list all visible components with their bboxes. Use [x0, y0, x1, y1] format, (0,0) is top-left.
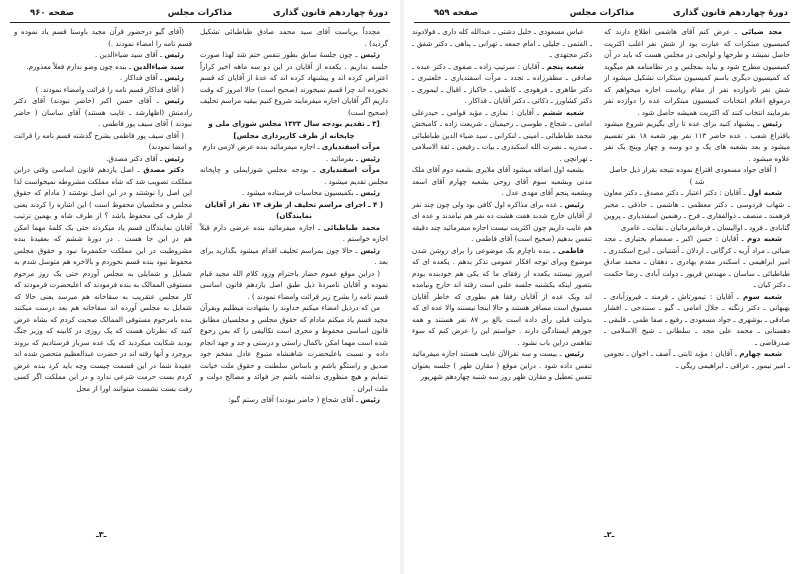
speech-paragraph: [604, 187, 790, 233]
speech-paragraph: [200, 222, 388, 245]
paragraph-text: ـ آقایان : دکتر اعتبار ـ دکتر مصدق ـ دکتر معاون ـ شهاب فردوسی ـ دکتر معظمی ـ هاشمی ـ حاذقی ـ مخبر فرهمند ـ منصف ـ ذوالفقاری ـ فرخ ـ رهنمین اسفندیاری ـ پروین گنابادی ـ فرود ـ اوالیسان ـ فرمانفرمائیان ـ نقابت ـ عامری: [604, 188, 790, 232]
speech-paragraph: [200, 164, 388, 187]
speaker-name: رئیس: [164, 96, 184, 105]
speech-paragraph: [14, 153, 192, 165]
paragraph-text: ـ آقایان : حسن اکبر ـ صمصام بختیاری ـ مجد ضیائی ـ مراد آریه ـ کرگانی ـ اردلان ـ آشتیانی ـ ایرج اسکندری ـ امیر ابراهیمی ـ اسکندر مقدم بهادری ـ دهقان ـ محمد صادق طباطبائی ـ ساسان ـ مهندس فریور ـ دولت آبادی ـ رضا حکمت ـ دکتر کیان ـ: [604, 234, 790, 289]
speech-paragraph: [200, 153, 388, 165]
paragraph-text: ـ عرض کنم آقای هاشمی اطلاع دارند که کمیسیون مبتکرات که عبارت بود از شش نفر اغلب اکثریت حاصل نمیشد و طرحها و لوایحی در مجلس هست که باید در آن کمیسیون مطرح شود و بیاید بمجلس و در نظامنامه هم میگوید که کمیسیون دیگری باسم کمیسیون مبتکرات تشکیل میشود از شش نفر تادوازده نفر از مقام ریاست اجازه میخواهم که درموقع اعلام انتخابات کمیسیون مبتکرات عده را دوازده نفر بفرمایند انتخاب کنند که اکثریت همیشه حاصل شود .: [604, 27, 790, 117]
paragraph: [200, 302, 388, 394]
publication-title: مذاکرات مجلس: [569, 8, 635, 18]
paragraph-text: (آقای گیو درحضور قرآن مجید باوسنا قسم یاد نموده و قسم نامه را امضاء نمودند .): [14, 27, 192, 48]
paragraph-text: ـ بنده ناچارم یک موضوعی را برای روشن شدن موضوع وبرای توجه افکار عمومی تذکر بدهم . یکعده ای که امروز نیستند یکعده از رفقای ما که یکی هم خودبنده بودم بتصور اینکه یکشنبه جلسه علنی است رفته اند خارج ونیامده اند ویک عده از آقایان رفقا هم بطوری که خاطر آقایان مسبوق است مسافر هستند و حالا اینجا نیستند والا عده ای که بدولت قبلی رأی داده است بالغ بر ۸۷ نفر هستند و همه جورهم ایستادگی دارند . خواستم این را عرض کنم که سوء تفاهمی دراین باب نشود .: [412, 245, 592, 347]
speaker-name: رئیس: [164, 50, 184, 59]
speech-paragraph: [412, 245, 592, 349]
paragraph-text: ـ پیشنهاد کنید برای عده تا رأی بگیریم شروع میشود باقتراع شعب . عده حاضر ۱۱۳ نفر بهر شعبه ۱۸ نفر تقسیم میشود و بعد بشعبه های یک و دو وسه و چهار وپنج یک نفر علاوه میشود .: [604, 119, 790, 163]
speaker-name: رئیس: [360, 245, 380, 255]
section-heading: [۳ ـ تقدیم بودجه سال ۱۳۲۳ مجلس شورای ملی و چاپخانه از طرف کارپردازی مجلس]: [208, 119, 380, 140]
paragraph-text: مجدداً بریاست آقای سید محمد صادق طباطبائی تشکیل گردید) .: [200, 27, 388, 48]
speaker-name: رئیس: [164, 73, 184, 82]
speech-paragraph: [412, 348, 592, 383]
speech-paragraph: [14, 95, 192, 130]
paragraph: [14, 84, 192, 96]
paragraph-text: ـ بودجه مجلس شورایملی و چاپخانه مجلس تقدیم میشود .: [200, 165, 388, 186]
paragraph-text: ـ بیست و سه نفرالآن غایب هستند اجازه میفرمائید تنفس داده شود . دراین موقع ( مقارن ظهر ) جلسه بعنوان تنفس تعطیل و مقارن ظهر روز سه شنبه چهاردهم شهریور: [412, 349, 592, 381]
paragraph-text: ـ حالا چون بمراسم تحلیف اقدام میشود بگذارید برای بعد .: [200, 245, 388, 266]
speaker-name: رئیس: [360, 153, 380, 163]
speaker-name: رئیس: [564, 199, 584, 209]
paragraph-text: ـ عده برای مذاکره اول کافی بود ولی چون چند نفر از آقایان خارج شدند هفت هشت ده نفر هم نیامدند و عده ای هم غایب داریم چون اکثریت نیست اجازه میفرمائید چند دقیقه تنفس بدهیم (صحیح است) آقای فاطمی .: [412, 199, 592, 243]
paragraph: [14, 26, 192, 49]
speech-paragraph: [604, 291, 790, 349]
speaker-name: شعبه ششم: [542, 107, 585, 117]
legislative-period: دورهٔ چهاردهم قانون گذاری: [672, 8, 788, 18]
speech-paragraph: [604, 118, 790, 164]
speaker-name: فاطمی: [558, 245, 584, 255]
speaker-name: شعبه اول: [748, 188, 782, 197]
paragraph-text: ـ اجازه میفرمائید بنده عرض لازمی دارم: [202, 142, 322, 151]
speech-paragraph: [604, 348, 790, 371]
legislative-period: دورهٔ چهاردهم قانون گذاری: [272, 8, 388, 18]
speaker-name: مرآت اسفندیاری: [321, 142, 380, 151]
speech-paragraph: [200, 394, 388, 406]
speaker-name: رئیس: [360, 395, 380, 404]
paragraph-text: بشعبه اول اضافه میشود آقای ملایری بشعبه دوم آقای ملک مدنی وبشعبه سوم آقای روحی بشعبه چهارم آقای اسعد وبشعبه پنجم آقای مهدی عدل .: [412, 165, 592, 197]
paragraph-text: ( آقای فداکار قسم نامه را قرائت وامضاء نمودند. ): [35, 84, 184, 94]
paragraph-text: ( دراین موقع عموم حضار باحترام ورود کلام الله مجید قیام نموده و آقایان نامبردهٔ ذیل طبق اصل یازدهم قانون اساسی قسم نامه را بشرح زیر قرائت وامضاء نمودند ) .: [200, 268, 388, 301]
speech-paragraph: [14, 164, 192, 394]
page-header: [414, 6, 790, 23]
publication-title: مذاکرات مجلس: [167, 8, 233, 18]
paragraph: [604, 164, 790, 187]
paragraph-text: ـ آقایان : سرتیپ زاده ـ صفوی ـ دکتر عبده ـ صادقی ـ مظفرزاده ـ تجدد ـ مرآت اسفندیاری ـ خلعتبری ـ دکتر طاهری ـ فرهودی ـ کاظمی ـ خاکباز ـ اقبال ـ لیموری ـ دکتر کشاورز ـ ذکائی ـ دکتر آقایان ـ فداکار .: [412, 61, 592, 105]
speaker-name: رئیس: [360, 50, 380, 59]
paragraph-text: ـ آقای دکتر مصدق.: [106, 153, 165, 163]
speaker-name: شعبه دوم: [747, 234, 782, 243]
paragraph-text: ـ بکمیسیون محاسبات فرستاده میشود .: [242, 188, 361, 197]
speech-paragraph: [14, 72, 192, 84]
page-footer-number: ـ۲ـ: [604, 530, 615, 539]
speaker-name: مجد ضیائی: [741, 27, 783, 36]
text-column-right: [604, 26, 790, 371]
speech-paragraph: [412, 61, 592, 107]
speech-paragraph: [200, 141, 388, 153]
paragraph-text: ـ آقای فداکار .: [119, 73, 165, 82]
paragraph-text: ـ بفرمائید .: [325, 153, 361, 163]
speech-paragraph: [200, 49, 388, 118]
speaker-name: دکتر مصدق: [143, 165, 185, 174]
paragraph-text: ـ بنده چون وضو ندارم فعلاً معذورم.: [26, 61, 134, 71]
paragraph-text: ـ آقایان : تیمورتاش ـ فرمند ـ فیروزآبادی ـ بهبهانی ـ دکتر زنگنه ـ جلال امامی ـ گیو ـ سنندجی ـ افشار صادقی ـ بوشهری ـ جواد مسعودی ـ رفیع ـ صفا طمی ـ قلبقی ـ دهستانی ـ محمد علی مجد ـ سلطانی ـ شیخ الاسلامی ـ صدرقاضی ـ: [604, 291, 790, 347]
speaker-name: رئیس: [564, 349, 584, 358]
paragraph: [412, 26, 592, 61]
paragraph-text: ـ آقایان : نمازی ـ مؤید قوامی ـ حیدرعلی امامی ـ شجاع ـ طوسی ـ رحیمیان ـ شریعت زاده ـ کامبخش محمد طباطبائی ـ امینی ـ لنکرانی ـ سید ضیاء الدین طباطبائی ـ صدریه ـ نصرت الله اسکندری ـ بیات ـ رفیعی ـ ثقة الاسلامی ـ تهرانچی .: [412, 107, 592, 163]
speech-paragraph: [14, 49, 192, 61]
text-column-left: [412, 26, 592, 383]
speaker-name: رئیس: [762, 119, 782, 128]
speech-paragraph: [412, 107, 592, 165]
paragraph: [14, 130, 192, 153]
speech-paragraph: [604, 26, 790, 118]
speaker-name: محمد طباطبائی: [323, 222, 380, 232]
paragraph-text: ـ اصل یازدهم قانون اساسی وقتی دراین مملکت تصویب شد که شاه مملکت مشروطه نمیخواست لذا این اصل را نوشتند و در این اصل نوشتند ( مادام که حقوق مجلس و مجلسیان محفوظ است ) این اشاره را کردند یعنی از طرف کی محفوظ باشد ؟ از طرف شاه و بهمین ترتیب آقایان نمایندگان قسم یاد میکردند حتی یک کلمهٔ مهما امکن هم در این جا هست . در دورهٔ ششم که بعقیدهٔ بنده مشروطیت در این مملکت حکمفرما نبود و حقوق مجلس محفوظ نبود بنده قسم نخوردم و بالاخره هم متوسل شدم به شمایل و شمایلی به مجلس آوردم حتی یک روز مرحوم مستوفی الممالک به بنده فرمودند که اعلیحضرت فرمودند که کار مجلس عنقریب به سقاخانه هم میرسد یعنی حالا که شمایل به مجلس آورده اند سقاخانه هم بعد درست میکنند بنده بامرحوم مستوفی الممالک صحبت کردم که بشاه عرض کنید که نظرتان هست که یک روزی در کابینه که وزیر جنگ بودید شکایت میکردید که یک عده سرباز فرستادیم که بروند بروجرد و آنها رفته اند در حضرت عبدالعظیم متحصن شده اند عقیدهٔ شما در این قسمت چیست وچه باید کرد بنده عرض کردم بست حرمت شرعی ندارد و در این مملکت اگر کسی رفت بست نشست میتوانند اورا از محل: [14, 165, 192, 393]
paragraph: [200, 26, 388, 49]
speaker-name: شعبه سوم: [743, 291, 782, 301]
page-number-header: صفحه ۹۶۰: [30, 8, 75, 18]
paragraph-text: ـ آقای سید ضیاءالدین .: [94, 50, 165, 59]
speech-paragraph: [200, 187, 388, 199]
paragraph: [412, 164, 592, 199]
text-column-right: [200, 26, 388, 406]
speaker-name: رئیس: [360, 188, 380, 197]
page-number-header: صفحه ۹۵۹: [434, 8, 479, 18]
right-page: [404, 0, 800, 574]
speech-paragraph: [604, 233, 790, 291]
speaker-name: رئیس: [164, 153, 184, 163]
paragraph-text: ـ آقایان : مؤید ثابتی ـ آصف ـ اخوان ـ نجومی ـ امیر تیمور ـ عراقی ـ ابراهیمی ریگی ـ: [604, 349, 790, 370]
paragraph: [200, 268, 388, 303]
paragraph-text: عباس مسعودی ـ خلیل دشتی ـ عبدالله کله داری ـ فولادوند ـ الفتمی ـ جلیلی ـ امام جمعه ـ تهرانی ـ پناهی ـ دکتر شفق ـ دکتر مجتهدی ـ: [412, 27, 592, 59]
paragraph-text: ( آقای جواد مسعودی اقتراع نموده نتیجه بقرار ذیل حاصل شد ): [609, 165, 777, 186]
speech-paragraph: [412, 199, 592, 245]
paragraph-text: من که درذیل امضاء میکنم خداوند را بشهادت میطلبم وبقرآن مجید قسم یاد میکنم مادام که حقوق مجلس و مجلسیان مطابق قانون اساسی محفوظ و مجری است تکالیفی را که بمن رجوع شده است مهما امکن باکمال راستی و درستی و جد و جهد انجام داده و نسبت باعلیحضرت شاهنشاه متبوع عادل مفخم خود صدیق و راستگو باشم و باساس سلطنت و حقوق ملت خیانت ننمایم و هیچ منظوری نداشته باشم جز فوائد و مصالح دولت و ملت ایران .: [200, 303, 388, 393]
text-column-left: [14, 26, 192, 394]
page-footer-number: ـ۳ـ: [96, 530, 107, 539]
speech-paragraph: [14, 61, 192, 73]
speaker-name: مرآت اسفندیاری: [319, 165, 380, 174]
paragraph-text: ( آقای سیف پور فاطمی بشرح گذشته قسم نامه را قرائت و امضا نمودند): [14, 130, 192, 151]
page-header: [10, 6, 390, 23]
paragraph-text: ـ اجازه میفرمائید بنده عرضی دارم قبلاً اجازه خواستم .: [200, 222, 388, 243]
paragraph-text: ـ آقای شجاع ( حاضر نبودند) آقای رستم گیو:: [228, 395, 361, 404]
speaker-name: سید ضیاءالدین: [133, 61, 184, 71]
speaker-name: شعبه پنجم: [546, 61, 584, 71]
paragraph-text: ـ چون جلسهٔ سابق بطور تنفس ختم شد لهذا صورت جلسه نداریم . یکعده از آقایان در این دو سه ماهه اخیر کراراً اعتراض کرده اند و پیشنهاد کرده اند که عدهٔ از آقایان که قسم نخورده اند چرا قسم نمیخورند (صحیح است) حالا امروز که وقت داریم اگر آقایان اجازه میفرمایند شروع کنیم بیقیه مراسم تحلیف (صحیح است): [200, 50, 388, 117]
paragraph-text: ـ آقای حسن اکبر (حاضر نبودند) آقای دکتر رادمنش (اظهارشد ـ غایب هستند) آقای ساسان ( حاضر نبودند ) آقای سیف پور فاطمی .: [14, 96, 192, 128]
speaker-name: شعبه چهارم: [739, 349, 783, 358]
speech-paragraph: [200, 245, 388, 268]
section-heading: ( ۴ ـ اجرای مراسم تحلیف از طرف ۱۴ نفر از آقایان نمایندگان): [204, 199, 384, 220]
